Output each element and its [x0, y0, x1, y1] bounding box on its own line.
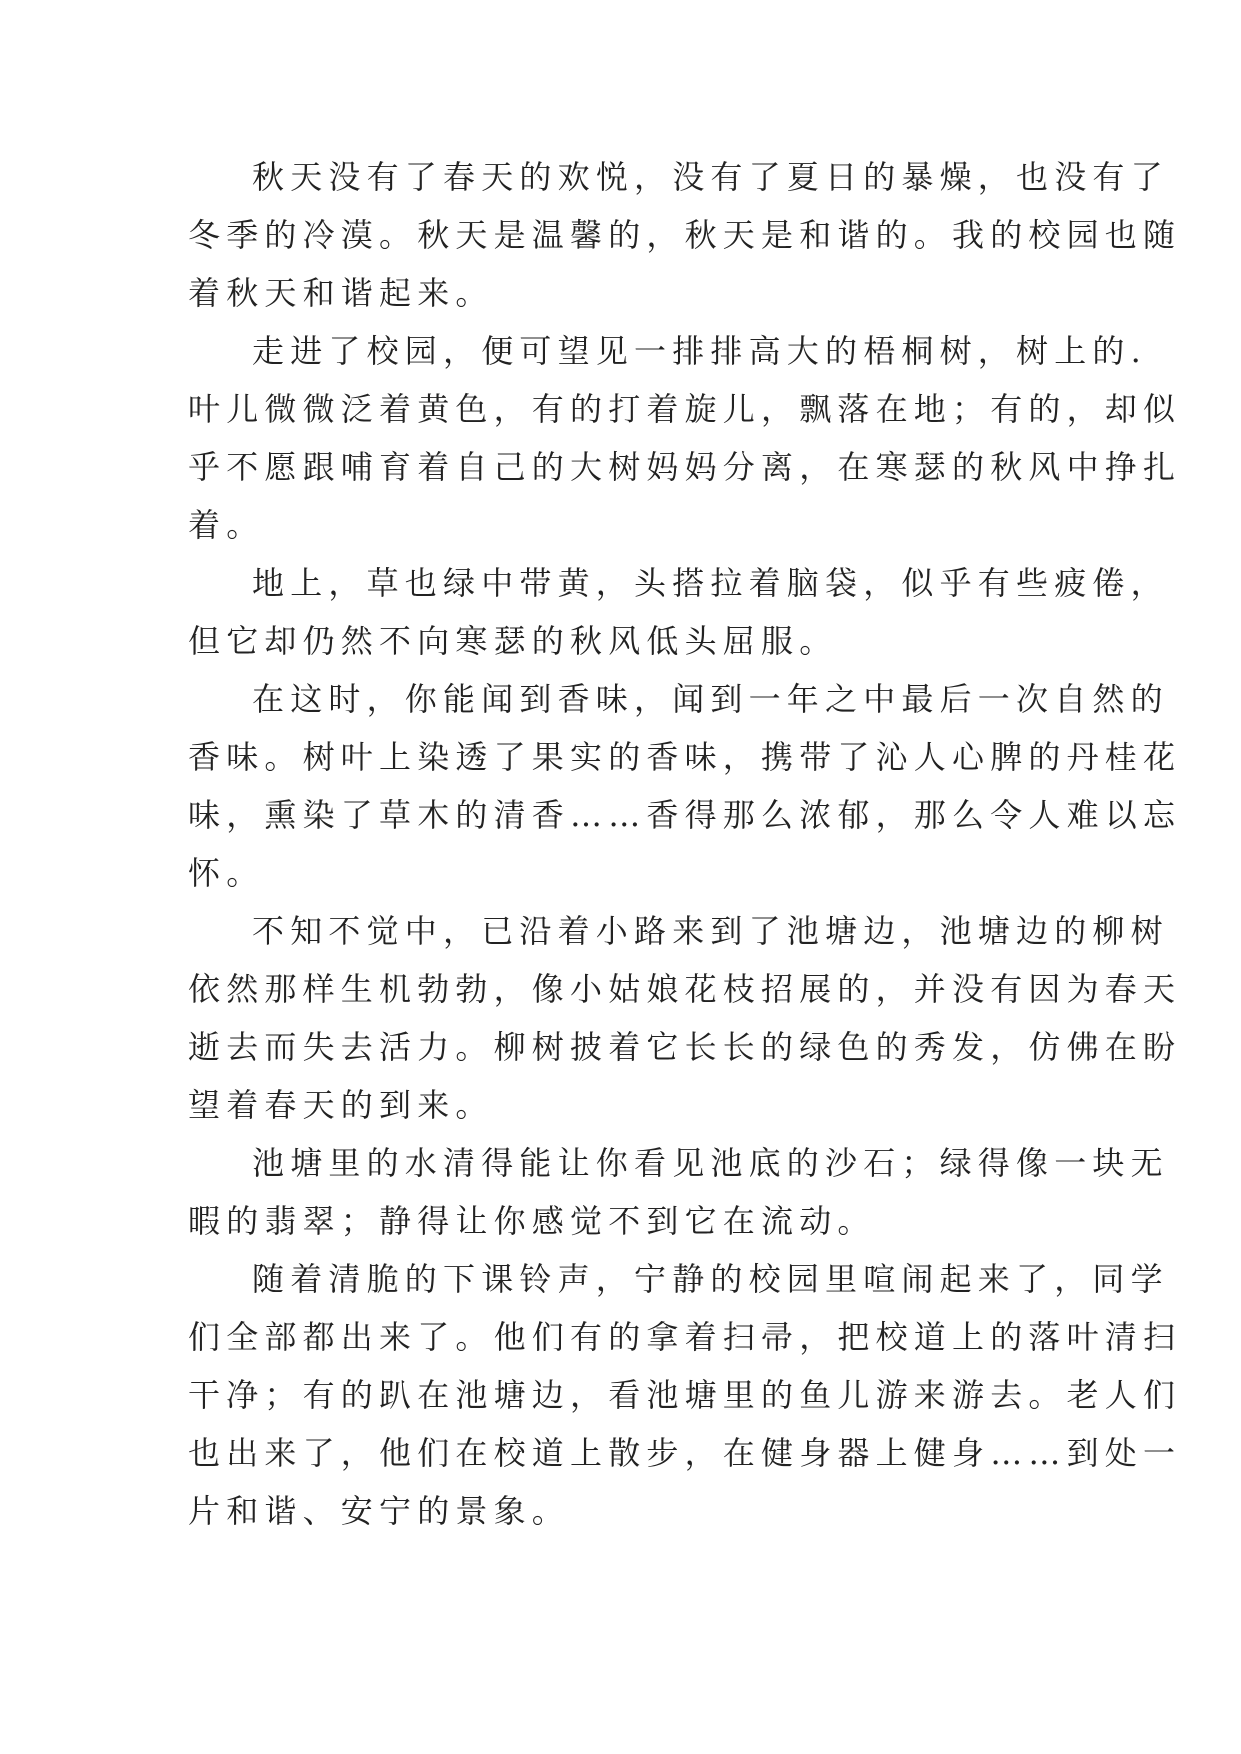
- text-line: 但它却仍然不向寒瑟的秋风低头屈服。: [188, 622, 838, 660]
- text-line: 着。: [188, 506, 265, 544]
- text-line: 地上，草也绿中带黄，头搭拉着脑袋，似乎有些疲倦，: [252, 564, 1169, 602]
- text-line: 池塘里的水清得能让你看见池底的沙石；绿得像一块无: [252, 1144, 1169, 1182]
- text-line: 着秋天和谐起来。: [188, 274, 494, 312]
- text-line: 也出来了，他们在校道上散步，在健身器上健身……到处一: [188, 1434, 1182, 1472]
- text-line: 片和谐、安宁的景象。: [188, 1492, 571, 1530]
- text-line: 不知不觉中，已沿着小路来到了池塘边，池塘边的柳树: [252, 912, 1169, 950]
- paragraph-6: [188, 1134, 1169, 1250]
- paragraph-7: [188, 1250, 1182, 1540]
- text-line: 在这时，你能闻到香味，闻到一年之中最后一次自然的: [252, 680, 1169, 718]
- text-line: 走进了校园，便可望见一排排高大的梧桐树，树上的.: [252, 332, 1147, 370]
- text-line: 望着春天的到来。: [188, 1086, 494, 1124]
- paragraph-3: [188, 554, 1169, 670]
- paragraph-4: [188, 670, 1182, 902]
- paragraph-2: [188, 322, 1182, 554]
- text-line: 乎不愿跟哺育着自己的大树妈妈分离，在寒瑟的秋风中挣扎: [188, 448, 1182, 486]
- text-line: 味，熏染了草木的清香……香得那么浓郁，那么令人难以忘: [188, 796, 1182, 834]
- text-line: 冬季的冷漠。秋天是温馨的，秋天是和谐的。我的校园也随: [188, 216, 1182, 254]
- text-line: 秋天没有了春天的欢悦，没有了夏日的暴燥，也没有了: [252, 158, 1169, 196]
- text-line: 干净；有的趴在池塘边，看池塘里的鱼儿游来游去。老人们: [188, 1376, 1182, 1414]
- text-line: 怀。: [188, 854, 265, 892]
- text-line: 逝去而失去活力。柳树披着它长长的绿色的秀发，仿佛在盼: [188, 1028, 1182, 1066]
- paragraph-5: [188, 902, 1182, 1134]
- text-line: 叶儿微微泛着黄色，有的打着旋儿，飘落在地；有的，却似: [188, 390, 1182, 428]
- text-line: 们全部都出来了。他们有的拿着扫帚，把校道上的落叶清扫: [188, 1318, 1182, 1356]
- document-body: [188, 148, 1182, 1540]
- text-line: 随着清脆的下课铃声，宁静的校园里喧闹起来了，同学: [252, 1260, 1169, 1298]
- text-line: 依然那样生机勃勃，像小姑娘花枝招展的，并没有因为春天: [188, 970, 1182, 1008]
- text-line: 暇的翡翠；静得让你感觉不到它在流动。: [188, 1202, 876, 1240]
- text-line: 香味。树叶上染透了果实的香味，携带了沁人心脾的丹桂花: [188, 738, 1182, 776]
- paragraph-1: [188, 148, 1182, 322]
